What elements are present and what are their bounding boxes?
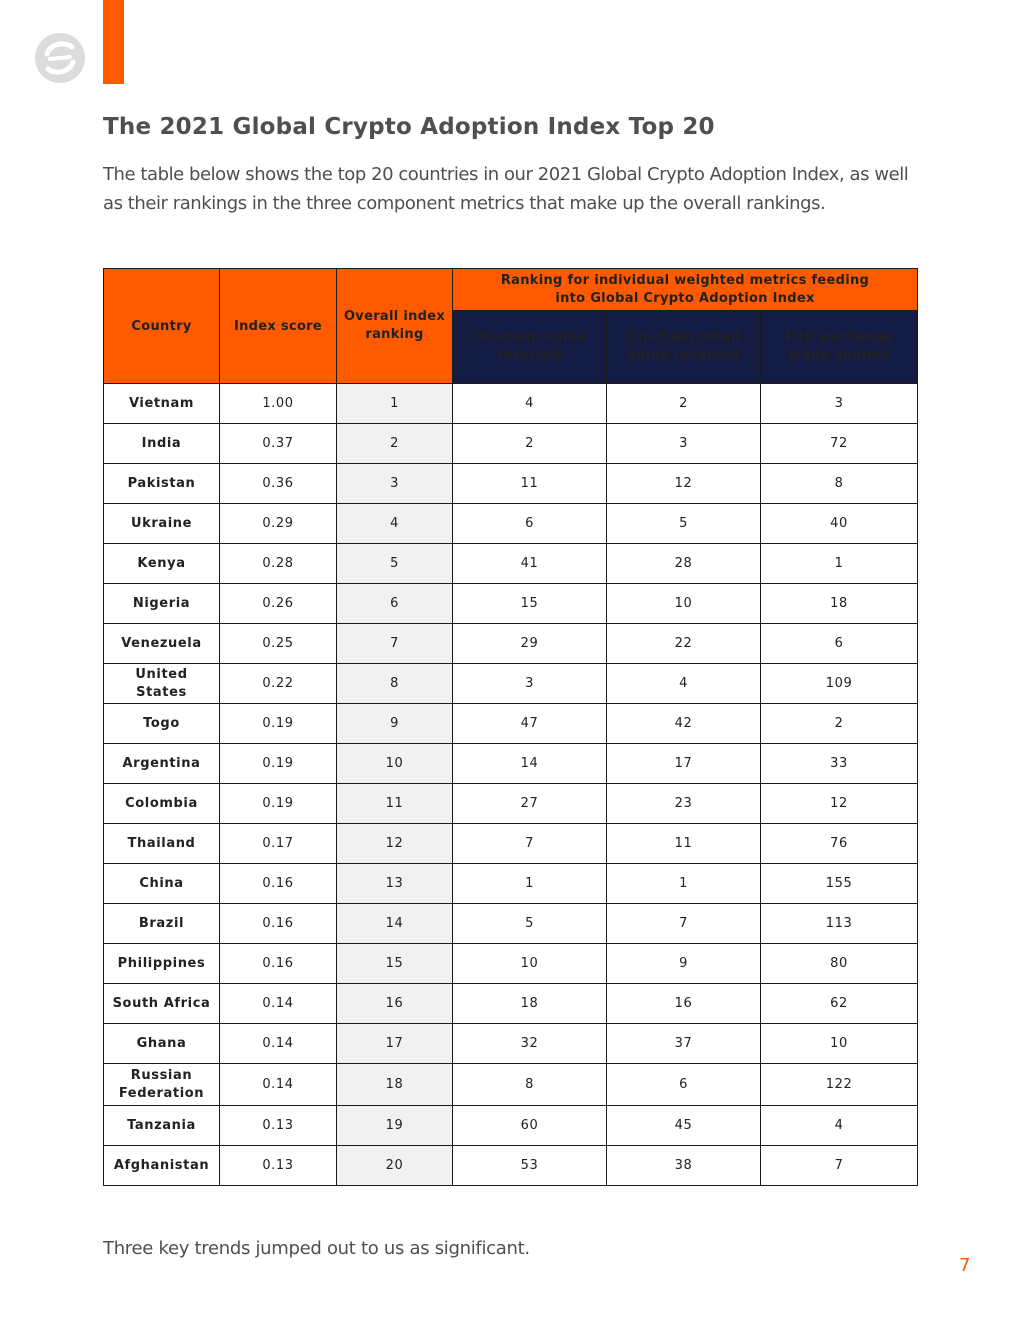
onchain-value-cell: 4 <box>453 384 607 424</box>
index-score-cell: 0.25 <box>220 624 337 664</box>
p2p-volume-cell: 33 <box>761 744 918 784</box>
overall-ranking-cell: 1 <box>337 384 453 424</box>
onchain-value-cell: 6 <box>453 504 607 544</box>
onchain-value-cell: 3 <box>453 664 607 704</box>
onchain-value-cell: 8 <box>453 1064 607 1106</box>
country-cell: Argentina <box>104 744 220 784</box>
footer-paragraph: Three key trends jumped out to us as significant. <box>103 1238 530 1259</box>
country-cell: Colombia <box>104 784 220 824</box>
p2p-volume-cell: 122 <box>761 1064 918 1106</box>
index-score-cell: 0.22 <box>220 664 337 704</box>
overall-ranking-cell: 9 <box>337 704 453 744</box>
table-row <box>104 584 918 624</box>
header-onchain-retail <box>607 311 761 384</box>
country-cell: China <box>104 864 220 904</box>
header-onchain-retail-label: On-chain retail value received <box>626 330 741 363</box>
country-cell: Tanzania <box>104 1106 220 1146</box>
p2p-volume-cell: 80 <box>761 944 918 984</box>
country-cell: Vietnam <box>104 384 220 424</box>
p2p-volume-cell: 8 <box>761 464 918 504</box>
country-cell: Venezuela <box>104 624 220 664</box>
table-row <box>104 704 918 744</box>
overall-ranking-cell: 4 <box>337 504 453 544</box>
onchain-value-cell: 10 <box>453 944 607 984</box>
p2p-volume-cell: 3 <box>761 384 918 424</box>
index-score-cell: 0.19 <box>220 704 337 744</box>
country-cell: Philippines <box>104 944 220 984</box>
p2p-volume-cell: 7 <box>761 1146 918 1186</box>
country-cell: Ghana <box>104 1024 220 1064</box>
onchain-retail-cell: 12 <box>607 464 761 504</box>
onchain-value-cell: 60 <box>453 1106 607 1146</box>
index-score-cell: 0.19 <box>220 744 337 784</box>
onchain-value-cell: 2 <box>453 424 607 464</box>
index-score-cell: 0.17 <box>220 824 337 864</box>
onchain-retail-cell: 22 <box>607 624 761 664</box>
onchain-retail-cell: 4 <box>607 664 761 704</box>
p2p-volume-cell: 10 <box>761 1024 918 1064</box>
header-overall-ranking: Overall index ranking <box>337 269 453 384</box>
onchain-retail-cell: 1 <box>607 864 761 904</box>
onchain-value-cell: 32 <box>453 1024 607 1064</box>
p2p-volume-cell: 12 <box>761 784 918 824</box>
header-index-score: Index score <box>220 269 337 384</box>
onchain-value-cell: 14 <box>453 744 607 784</box>
overall-ranking-cell: 11 <box>337 784 453 824</box>
country-cell: Nigeria <box>104 584 220 624</box>
onchain-retail-cell: 37 <box>607 1024 761 1064</box>
onchain-retail-cell: 11 <box>607 824 761 864</box>
p2p-volume-cell: 1 <box>761 544 918 584</box>
overall-ranking-cell: 17 <box>337 1024 453 1064</box>
onchain-retail-cell: 17 <box>607 744 761 784</box>
table-row <box>104 664 918 704</box>
index-score-cell: 0.14 <box>220 1024 337 1064</box>
country-cell-label: Russian Federation <box>118 1067 205 1101</box>
table-row <box>104 904 918 944</box>
table-row <box>104 424 918 464</box>
onchain-value-cell: 7 <box>453 824 607 864</box>
onchain-retail-cell: 10 <box>607 584 761 624</box>
p2p-volume-cell: 76 <box>761 824 918 864</box>
p2p-volume-cell: 109 <box>761 664 918 704</box>
onchain-value-cell: 5 <box>453 904 607 944</box>
country-cell <box>104 1064 220 1106</box>
onchain-retail-cell: 38 <box>607 1146 761 1186</box>
page-number: 7 <box>959 1255 971 1276</box>
overall-ranking-cell: 7 <box>337 624 453 664</box>
onchain-value-cell: 47 <box>453 704 607 744</box>
overall-ranking-cell: 20 <box>337 1146 453 1186</box>
page-title: The 2021 Global Crypto Adoption Index Top 20 <box>103 114 715 140</box>
overall-ranking-cell: 8 <box>337 664 453 704</box>
country-cell: Kenya <box>104 544 220 584</box>
overall-ranking-cell: 13 <box>337 864 453 904</box>
header-country: Country <box>104 269 220 384</box>
p2p-volume-cell: 113 <box>761 904 918 944</box>
country-cell: India <box>104 424 220 464</box>
index-score-cell: 0.13 <box>220 1106 337 1146</box>
country-cell: Ukraine <box>104 504 220 544</box>
table-row <box>104 544 918 584</box>
overall-ranking-cell: 6 <box>337 584 453 624</box>
header-p2p-volume <box>761 311 918 384</box>
table-row <box>104 784 918 824</box>
index-score-cell: 0.28 <box>220 544 337 584</box>
onchain-value-cell: 41 <box>453 544 607 584</box>
country-cell: Pakistan <box>104 464 220 504</box>
table-row <box>104 624 918 664</box>
table-row <box>104 944 918 984</box>
table-row <box>104 384 918 424</box>
overall-ranking-cell: 3 <box>337 464 453 504</box>
onchain-value-cell: 27 <box>453 784 607 824</box>
table-row <box>104 464 918 504</box>
table-row <box>104 744 918 784</box>
onchain-retail-cell: 7 <box>607 904 761 944</box>
onchain-retail-cell: 23 <box>607 784 761 824</box>
onchain-retail-cell: 28 <box>607 544 761 584</box>
onchain-retail-cell: 9 <box>607 944 761 984</box>
overall-ranking-cell: 5 <box>337 544 453 584</box>
p2p-volume-cell: 6 <box>761 624 918 664</box>
header-onchain-value <box>453 311 607 384</box>
header-metrics-group-label: Ranking for individual weighted metrics feeding into Global Crypto Adoption Index <box>500 272 870 306</box>
onchain-value-cell: 1 <box>453 864 607 904</box>
index-score-cell: 0.16 <box>220 864 337 904</box>
p2p-volume-cell: 40 <box>761 504 918 544</box>
onchain-value-cell: 53 <box>453 1146 607 1186</box>
table-row <box>104 504 918 544</box>
table-row <box>104 1064 918 1106</box>
index-score-cell: 0.26 <box>220 584 337 624</box>
table-row <box>104 864 918 904</box>
index-score-cell: 0.19 <box>220 784 337 824</box>
country-cell: Afghanistan <box>104 1146 220 1186</box>
overall-ranking-cell: 12 <box>337 824 453 864</box>
onchain-retail-cell: 6 <box>607 1064 761 1106</box>
index-score-cell: 0.14 <box>220 1064 337 1106</box>
p2p-volume-cell: 18 <box>761 584 918 624</box>
header-metrics-group <box>453 269 918 311</box>
onchain-retail-cell: 2 <box>607 384 761 424</box>
onchain-retail-cell: 42 <box>607 704 761 744</box>
onchain-value-cell: 11 <box>453 464 607 504</box>
overall-ranking-cell: 15 <box>337 944 453 984</box>
country-cell: South Africa <box>104 984 220 1024</box>
p2p-volume-cell: 72 <box>761 424 918 464</box>
country-cell: Brazil <box>104 904 220 944</box>
overall-ranking-cell: 10 <box>337 744 453 784</box>
p2p-volume-cell: 2 <box>761 704 918 744</box>
index-score-cell: 1.00 <box>220 384 337 424</box>
overall-ranking-cell: 19 <box>337 1106 453 1146</box>
circular-chain-logo-icon <box>34 32 86 84</box>
onchain-value-cell: 18 <box>453 984 607 1024</box>
index-score-cell: 0.16 <box>220 904 337 944</box>
onchain-value-cell: 29 <box>453 624 607 664</box>
country-cell: Togo <box>104 704 220 744</box>
overall-ranking-cell: 16 <box>337 984 453 1024</box>
p2p-volume-cell: 62 <box>761 984 918 1024</box>
overall-ranking-cell: 2 <box>337 424 453 464</box>
onchain-value-cell: 15 <box>453 584 607 624</box>
orange-accent-bar <box>103 0 124 84</box>
table-row <box>104 824 918 864</box>
header-p2p-volume-label: P2P exchange trade volume <box>785 330 893 363</box>
overall-ranking-cell: 14 <box>337 904 453 944</box>
table-row <box>104 1106 918 1146</box>
table-row <box>104 984 918 1024</box>
onchain-retail-cell: 16 <box>607 984 761 1024</box>
country-cell: United States <box>104 664 220 704</box>
overall-ranking-cell: 18 <box>337 1064 453 1106</box>
table-row <box>104 1146 918 1186</box>
index-score-cell: 0.14 <box>220 984 337 1024</box>
adoption-index-table <box>103 268 918 1186</box>
index-score-cell: 0.37 <box>220 424 337 464</box>
index-score-cell: 0.36 <box>220 464 337 504</box>
onchain-retail-cell: 5 <box>607 504 761 544</box>
index-score-cell: 0.16 <box>220 944 337 984</box>
p2p-volume-cell: 155 <box>761 864 918 904</box>
p2p-volume-cell: 4 <box>761 1106 918 1146</box>
table-row <box>104 1024 918 1064</box>
country-cell: Thailand <box>104 824 220 864</box>
onchain-retail-cell: 3 <box>607 424 761 464</box>
index-score-cell: 0.13 <box>220 1146 337 1186</box>
intro-paragraph: The table below shows the top 20 countries in our 2021 Global Crypto Adoption Index, as well as their rankings in the three component metrics that make up the overall rankings. <box>103 164 909 214</box>
header-onchain-value-label: On-chain value received <box>472 330 587 363</box>
index-score-cell: 0.29 <box>220 504 337 544</box>
onchain-retail-cell: 45 <box>607 1106 761 1146</box>
